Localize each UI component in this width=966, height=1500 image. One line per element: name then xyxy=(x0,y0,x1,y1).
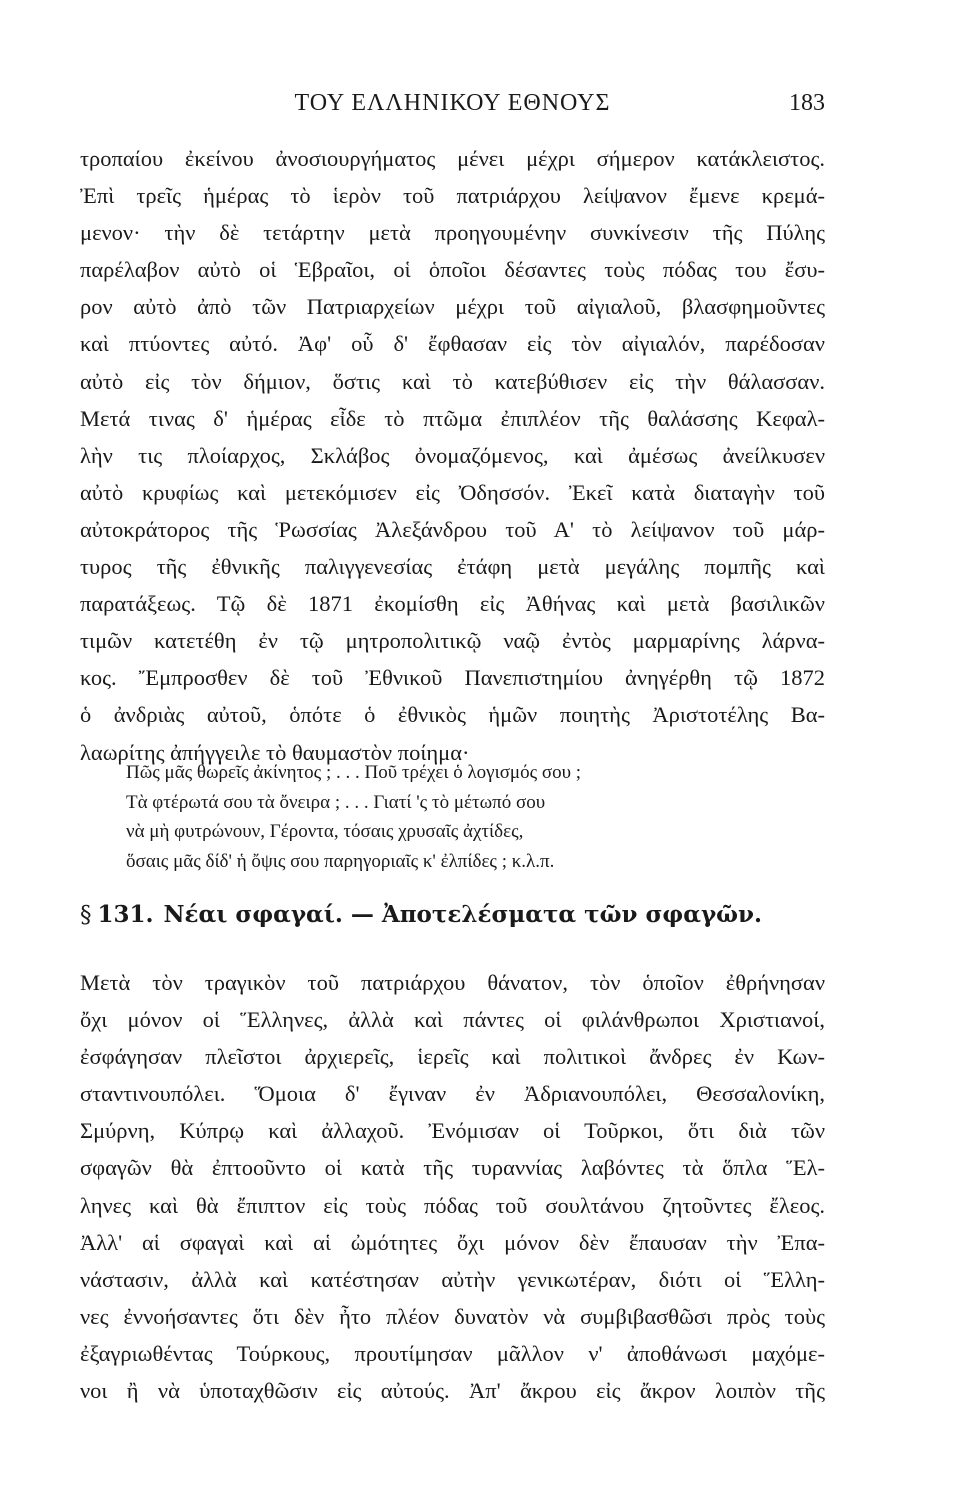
text-line: αὐτὸ εἰς τὸν δήμιον, ὅστις καὶ τὸ κατεβύθισεν εἰς τὴν θάλασσαν. xyxy=(80,368,825,394)
section-number: 131. xyxy=(97,901,154,928)
text-line: Μετὰ τὸν τραγικὸν τοῦ πατριάρχου θάνατον, τὸν ὁποῖον ἐθρήνησαν xyxy=(80,970,825,995)
poem-line: Πῶς μᾶς θωρεῖς ἀκίνητος ; . . . Ποῦ τρέχει ὁ λογισμός σου ; xyxy=(126,762,582,783)
text-line: κος. Ἔμπροσθεν δὲ τοῦ Ἐθνικοῦ Πανεπιστημίου ἀνηγέρθη τῷ 1872 xyxy=(80,665,825,691)
text-line: μενον· τὴν δὲ τετάρτην μετὰ προηγουμένην συνκίνεσιν τῆς Πύλης xyxy=(80,220,825,246)
section-symbol: § xyxy=(80,902,92,928)
text-line: ρον αὐτὸ ἀπὸ τῶν Πατριαρχείων μέχρι τοῦ αἰγιαλοῦ, βλασφημοῦντες xyxy=(80,294,825,320)
paragraph-new-massacres xyxy=(80,964,825,1409)
text-line: ἐσφάγησαν πλεῖστοι ἀρχιερεῖς, ἱερεῖς καὶ πολιτικοὶ ἄνδρες ἐν Κων- xyxy=(80,1044,825,1070)
text-line: Ἐπὶ τρεῖς ἡμέρας τὸ ἱερὸν τοῦ πατριάρχου λείψανον ἔμενε κρεμά- xyxy=(80,183,825,209)
text-line: αὐτοκράτορος τῆς Ῥωσσίας Ἀλεξάνδρου τοῦ Α' τὸ λείψανον τοῦ μάρ- xyxy=(80,516,825,542)
text-line: ὄχι μόνον οἱ Ἕλληνες, ἀλλὰ καὶ πάντες οἱ φιλάνθρωποι Χριστιανοί, xyxy=(80,1007,825,1033)
text-line: τροπαίου ἐκείνου ἀνοσιουργήματος μένει μέχρι σήμερον κατάκλειστος. xyxy=(80,146,825,171)
text-line: ὁ ἀνδριὰς αὐτοῦ, ὁπότε ὁ ἐθνικὸς ἡμῶν ποιητὴς Ἀριστοτέλης Βα- xyxy=(80,702,825,728)
text-line: ἐξαγριωθέντας Τούρκους, προυτίμησαν μᾶλλον ν' ἀποθάνωσι μαχόμε- xyxy=(80,1340,825,1366)
text-line: αὐτὸ κρυφίως καὶ μετεκόμισεν εἰς Ὀδησσόν. Ἐκεῖ κατὰ διαταγὴν τοῦ xyxy=(80,479,825,505)
section-heading xyxy=(80,895,825,935)
text-line: ληνες καὶ θὰ ἔπιπτον εἰς τοὺς πόδας τοῦ σουλτάνου ζητοῦντες ἔλεος. xyxy=(80,1192,825,1218)
text-line: Ἀλλ' αἱ σφαγαὶ καὶ αἱ ὠμότητες ὄχι μόνον δὲν ἔπαυσαν τὴν Ἐπα- xyxy=(80,1229,825,1255)
section-title: Νέαι σφαγαί. — Ἀποτελέσματα τῶν σφαγῶν. xyxy=(163,901,762,928)
poem-line: Τὰ φτέρωτά σου τὰ ὄνειρα ; . . . Γιατί 'ς τὸ μέτωπό σου xyxy=(126,791,546,813)
text-line: Μετά τινας δ' ἡμέρας εἶδε τὸ πτῶμα ἐπιπλέον τῆς θαλάσσης Κεφαλ- xyxy=(80,405,825,431)
text-line: καὶ πτύοντες αὐτό. Ἀφ' οὗ δ' ἔφθασαν εἰς τὸν αἰγιαλόν, παρέδοσαν xyxy=(80,331,825,357)
text-line: Σμύρνη, Κύπρῳ καὶ ἀλλαχοῦ. Ἐνόμισαν οἱ Τοῦρκοι, ὅτι διὰ τῶν xyxy=(80,1118,825,1144)
text-line: νοι ἢ νὰ ὑποταχθῶσιν εἰς αὐτούς. Ἀπ' ἄκρου εἰς ἄκρον λοιπὸν τῆς xyxy=(80,1378,825,1404)
text-line: παρέλαβον αὐτὸ οἱ Ἑβραῖοι, οἱ ὁποῖοι δέσαντες τοὺς πόδας του ἔσυ- xyxy=(80,257,825,283)
text-line: τυρος τῆς ἐθνικῆς παλιγγενεσίας ἐτάφη μετὰ μεγάλης πομπῆς καὶ xyxy=(80,554,825,580)
poem-line: νὰ μὴ φυτρώνουν, Γέροντα, τόσαις χρυσαῖς ἀχτίδες, xyxy=(126,821,524,842)
poem-quote xyxy=(126,758,726,876)
running-title: ΤΟΥ ΕΛΛΗΝΙΚΟΥ ΕΘΝΟΥΣ xyxy=(294,90,611,116)
text-line: σφαγῶν θὰ ἐπτοοῦντο οἱ κατὰ τῆς τυραννίας λαβόντες τὰ ὅπλα Ἕλ- xyxy=(80,1155,825,1181)
paragraph-patriarch-remains xyxy=(80,140,825,771)
text-line: νες ἐννοήσαντες ὅτι δὲν ἦτο πλέον δυνατὸν νὰ συμβιβασθῶσι πρὸς τοὺς xyxy=(80,1303,825,1329)
poem-line: ὅσαις μᾶς δίδ' ἡ ὄψις σου παρηγοριαῖς κ' ἐλπίδες ; κ.λ.π. xyxy=(126,850,555,872)
text-line: λαωρίτης ἀπήγγειλε τὸ θαυμαστὸν ποίημα· xyxy=(80,739,470,765)
text-line: τιμῶν κατετέθη ἐν τῷ μητροπολιτικῷ ναῷ ἐντὸς μαρμαρίνης λάρνα- xyxy=(80,628,825,654)
text-line: λὴν τις πλοίαρχος, Σκλάβος ὀνομαζόμενος, καὶ ἀμέσως ἀνείλκυσεν xyxy=(80,442,825,468)
running-header xyxy=(80,88,825,118)
text-line: νάστασιν, ἀλλὰ καὶ κατέστησαν αὐτὴν γενικωτέραν, διότι οἱ Ἕλλη- xyxy=(80,1266,825,1292)
text-line: σταντινουπόλει. Ὅμοια δ' ἔγιναν ἐν Ἀδριανουπόλει, Θεσσαλονίκη, xyxy=(80,1081,825,1107)
text-line: παρατάξεως. Τῷ δὲ 1871 ἐκομίσθη εἰς Ἀθήνας καὶ μετὰ βασιλικῶν xyxy=(80,591,825,617)
page-number: 183 xyxy=(789,90,825,116)
